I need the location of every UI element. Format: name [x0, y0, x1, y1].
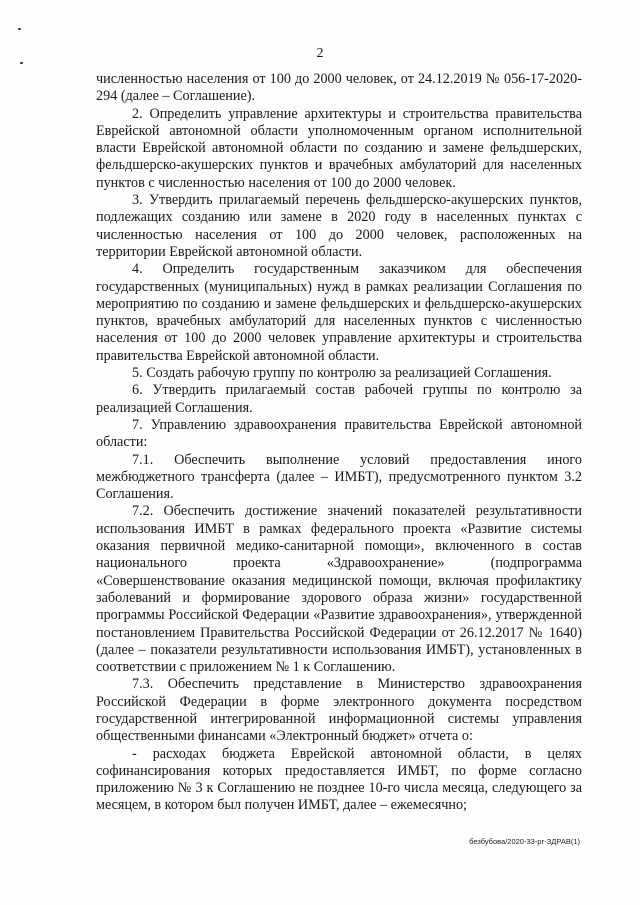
paragraph-6: 6. Утвердить прилагаемый состав рабочей группы по контролю за реализацией Соглашения. [96, 382, 582, 416]
paragraph-3: 3. Утвердить прилагаемый перечень фельдшерско-акушерских пунктов, подлежащих созданию или замене в 2020 году в населенных пунктах с численностью населения от 100 до 2000 человек, расположенных на территории Еврейской автономной области. [96, 192, 582, 260]
list-item-expenses: - расходах бюджета Еврейской автономной области, в целях софинансирования которых предоставляется ИМБТ, по форме согласно приложению № 3 к Соглашению не позднее 10-го числа месяца, следующего за месяцем, в котором был получен ИМБТ, далее – ежемесячно; [96, 745, 582, 814]
paragraph-7-3: 7.3. Обеспечить представление в Министерство здравоохранения Российской Федерации в форме электронного документа посредством государственной интегрированной информационной системы управления общественными финансами «Электронный бюджет» отчета о: [96, 676, 582, 745]
paragraph-4: 4. Определить государственным заказчиком для обеспечения государственных (муниципальных) нужд в рамках реализации Соглашения по мероприятию по созданию и замене фельдшерских и фельдшерско-акушерских пунктов, врачебных амбулаторий для населенных пунктов с численностью населения от 100 до 2000 человек управление архитектуры и строительства правительства Еврейской автономной области. [96, 261, 582, 364]
scan-speck [20, 62, 23, 64]
paragraph-7: 7. Управлению здравоохранения правительства Еврейской автономной области: [96, 416, 582, 451]
paragraph-7-2: 7.2. Обеспечить достижение значений показателей результативности использования ИМБТ в рамках федерального проекта «Развитие системы оказания первичной медико-санитарной помощи», включенного в состав национального проекта «Здравоохранение» (подпрограмма «Совершенствование оказания медицинской помощи, включая профилактику заболеваний и формирование здорового образа жизни» государственной программы Российской Федерации «Развитие здравоохранения», утвержденной постановлением Правительства Российской Федерации от 26.12.2017 № 1640) (далее – показатели результативности использования ИМБТ), установленных в соответствии с приложением № 1 к Соглашению. [96, 503, 582, 676]
paragraph-7-1: 7.1. Обеспечить выполнение условий предоставления иного межбюджетного трансферта (далее – ИМБТ), предусмотренного пунктом 3.2 Соглашения. [96, 451, 582, 503]
scan-speck [18, 28, 21, 30]
document-body [96, 71, 582, 815]
page-number: 2 [316, 46, 324, 61]
paragraph-5: 5. Создать рабочую группу по контролю за реализацией Соглашения. [132, 365, 552, 382]
paragraph-1-continuation: численностью населения от 100 до 2000 человек, от 24.12.2019 № 056-17-2020-294 (далее – Соглашение). [96, 71, 582, 105]
document-code: безбубова/2020-33-рг-ЗДРАВ(1) [469, 837, 580, 846]
paragraph-2: 2. Определить управление архитектуры и строительства правительства Еврейской автономной области уполномоченным органом исполнительной власти Еврейской автономной области по созданию и замене фельдшерских, фельдшерско-акушерских пунктов и врачебных амбулаторий для населенных пунктов с численностью населения от 100 до 2000 человек. [96, 105, 582, 191]
